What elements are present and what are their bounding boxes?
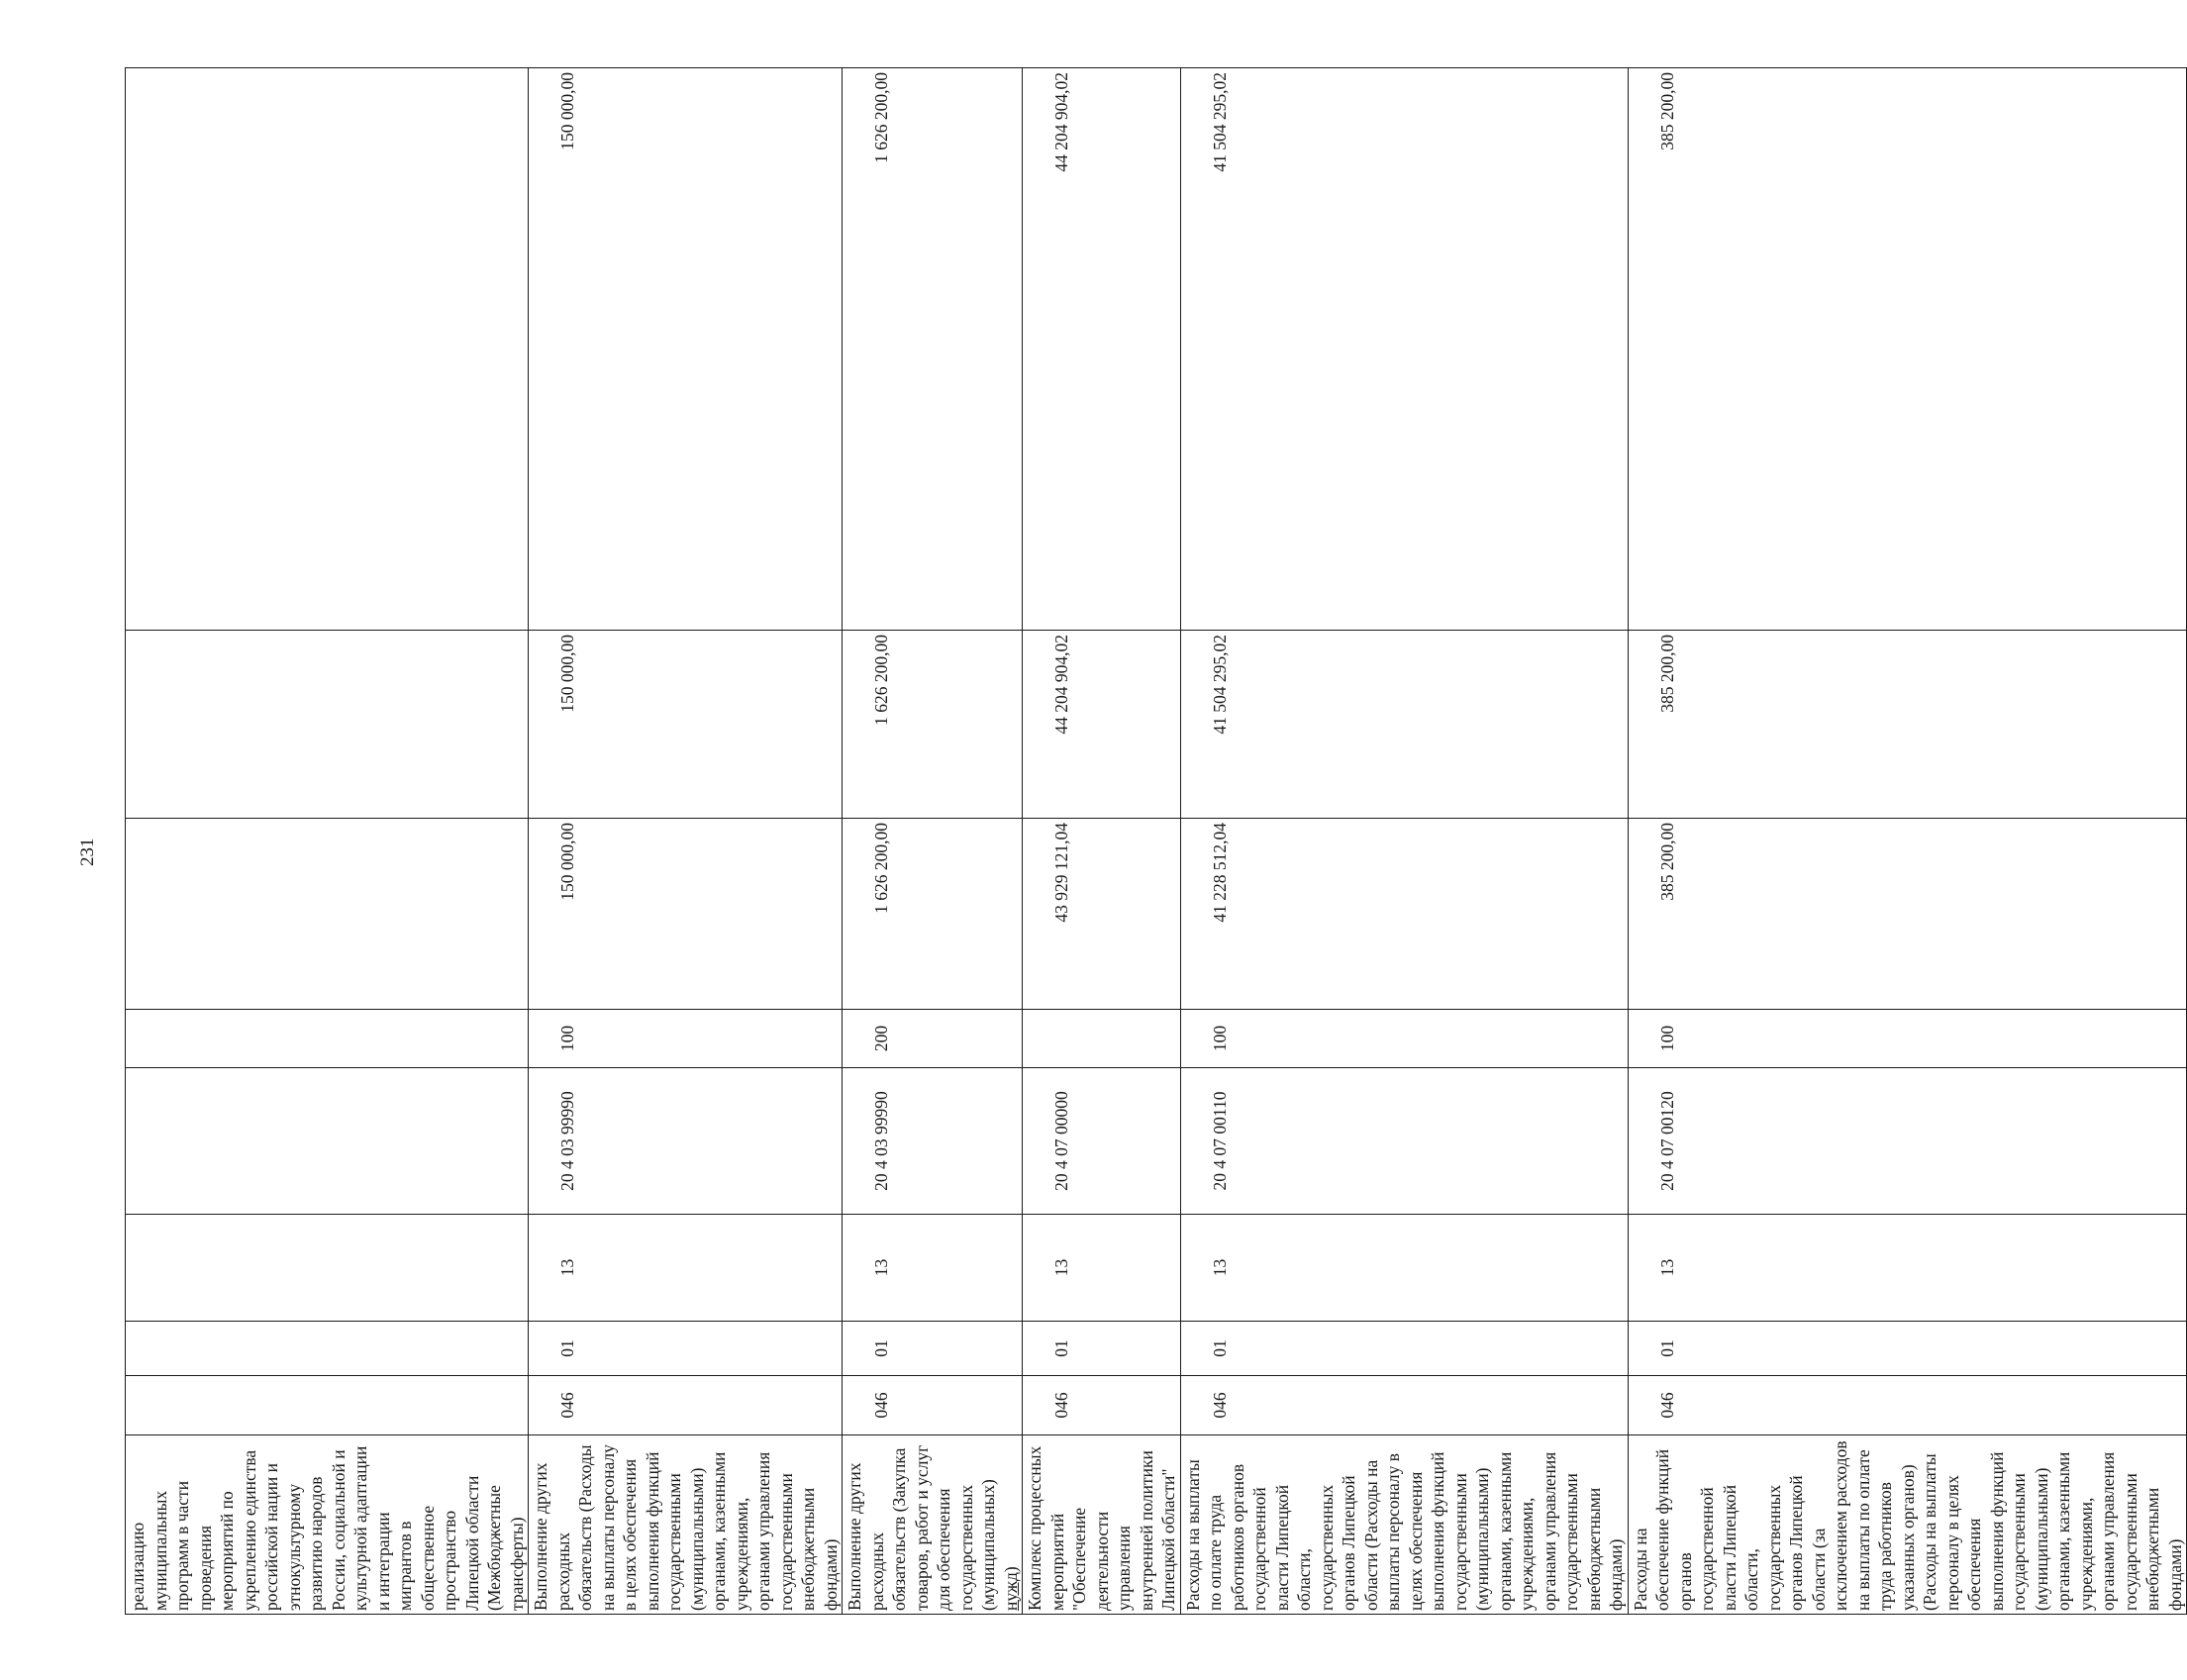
sum-year-1: 1 626 200,00 <box>843 819 1023 1010</box>
table-row <box>1628 68 2187 1615</box>
section-code: 01 <box>1180 1322 1628 1376</box>
row-name: Комплекс процессных мероприятий "Обеспечение деятельности управления внутренней политики Липецкой области" <box>1023 1435 1181 1615</box>
target-article: 20 4 07 00000 <box>1023 1068 1181 1215</box>
subsection-code: 13 <box>843 1215 1023 1322</box>
sum-year-2: 1 626 200,00 <box>843 631 1023 819</box>
table-row <box>843 68 1023 1615</box>
sum-year-1 <box>126 819 529 1010</box>
sum-year-3 <box>126 68 529 631</box>
row-name: Расходы на обеспечение функций органов государственной власти Липецкой области, государственных органов Липецкой области (за исключением расходов на выплаты по оплате труда работников указанных органов) (Расходы на выплаты персоналу в целях обеспечения выполнения функций государственными (муниципальными) органами, казенными учреждениями, органами управления государственными внебюджетными фондами) <box>1628 1435 2187 1615</box>
expense-type <box>1023 1010 1181 1068</box>
section-code: 01 <box>1628 1322 2187 1376</box>
row-name: реализацию муниципальных программ в части проведения мероприятий по укреплению единства российской нации и этнокультурному развитию народов России, социальной и культурной адаптации и интеграции мигрантов в общественное пространство Липецкой области (Межбюджетные трансферты) <box>126 1435 529 1615</box>
ministry-code: 046 <box>1180 1376 1628 1435</box>
sum-year-1: 43 929 121,04 <box>1023 819 1181 1010</box>
expense-type: 100 <box>1628 1010 2187 1068</box>
table-row <box>1180 68 1628 1615</box>
expense-type: 100 <box>1180 1010 1628 1068</box>
sum-year-2: 150 000,00 <box>529 631 843 819</box>
sum-year-3: 385 200,00 <box>1628 68 2187 631</box>
table-row <box>529 68 843 1615</box>
target-article: 20 4 07 00110 <box>1180 1068 1628 1215</box>
table-row <box>1023 68 1181 1615</box>
expense-type: 200 <box>843 1010 1023 1068</box>
sum-year-1: 150 000,00 <box>529 819 843 1010</box>
section-code: 01 <box>843 1322 1023 1376</box>
subsection-code: 13 <box>1023 1215 1181 1322</box>
sum-year-3: 150 000,00 <box>529 68 843 631</box>
target-article: 20 4 07 00120 <box>1628 1068 2187 1215</box>
target-article: 20 4 03 99990 <box>529 1068 843 1215</box>
ministry-code: 046 <box>1628 1376 2187 1435</box>
sum-year-2: 385 200,00 <box>1628 631 2187 819</box>
ministry-code: 046 <box>1023 1376 1181 1435</box>
table-row <box>126 68 529 1615</box>
row-name: Выполнение других расходных обязательств (Закупка товаров, работ и услуг для обеспечения государственных (муниципальных) нужд) <box>843 1435 1023 1615</box>
target-article <box>126 1068 529 1215</box>
ministry-code: 046 <box>843 1376 1023 1435</box>
expense-type <box>126 1010 529 1068</box>
section-code: 01 <box>529 1322 843 1376</box>
sum-year-3: 41 504 295,02 <box>1180 68 1628 631</box>
sum-year-3: 44 204 904,02 <box>1023 68 1181 631</box>
row-name: Расходы на выплаты по оплате труда работников органов государственной власти Липецкой области, государственных органов Липецкой области (Расходы на выплаты персоналу в целях обеспечения выполнения функций государственными (муниципальными) органами, казенными учреждениями, органами управления государственными внебюджетными фондами) <box>1180 1435 1628 1615</box>
sum-year-2: 41 504 295,02 <box>1180 631 1628 819</box>
subsection-code: 13 <box>529 1215 843 1322</box>
sum-year-2 <box>126 631 529 819</box>
sum-year-3: 1 626 200,00 <box>843 68 1023 631</box>
row-name: Выполнение других расходных обязательств (Расходы на выплаты персоналу в целях обеспечения выполнения функций государственными (муниципальными) органами, казенными учреждениями, органами управления государственными внебюджетными фондами) <box>529 1435 843 1615</box>
expense-type: 100 <box>529 1010 843 1068</box>
rotated-page-content <box>125 68 2185 1615</box>
subsection-code <box>126 1215 529 1322</box>
target-article: 20 4 03 99990 <box>843 1068 1023 1215</box>
sum-year-1: 41 228 512,04 <box>1180 819 1628 1010</box>
section-code <box>126 1322 529 1376</box>
subsection-code: 13 <box>1628 1215 2187 1322</box>
ministry-code: 046 <box>529 1376 843 1435</box>
sum-year-1: 385 200,00 <box>1628 819 2187 1010</box>
section-code: 01 <box>1023 1322 1181 1376</box>
sum-year-2: 44 204 904,02 <box>1023 631 1181 819</box>
subsection-code: 13 <box>1180 1215 1628 1322</box>
budget-table <box>125 67 2187 1615</box>
ministry-code <box>126 1376 529 1435</box>
page-number: 231 <box>77 838 98 866</box>
